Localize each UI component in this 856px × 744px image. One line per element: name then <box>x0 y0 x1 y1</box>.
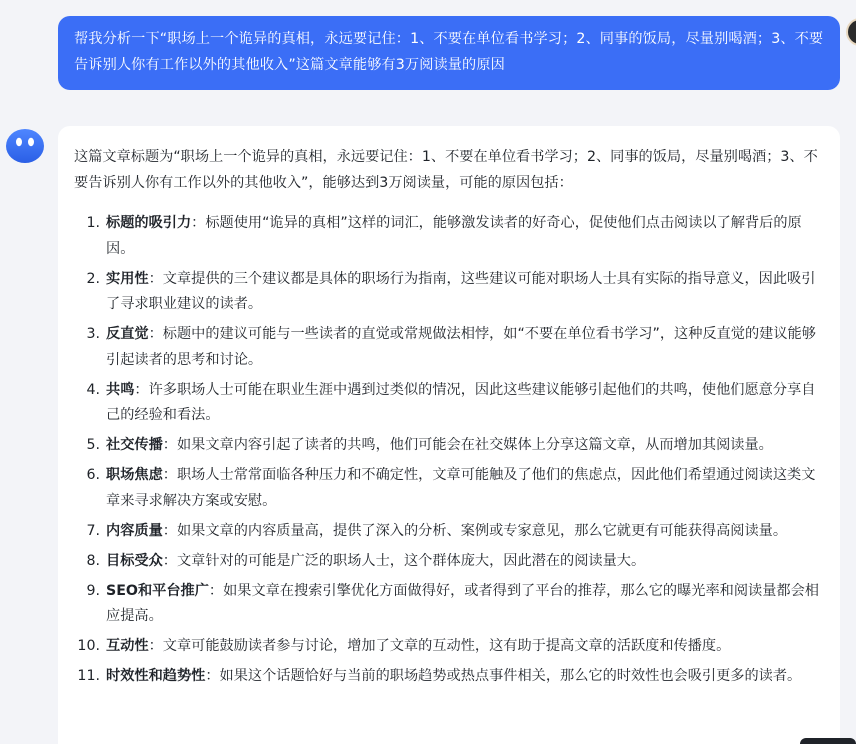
list-item <box>74 519 824 545</box>
item-title: SEO和平台推广 <box>106 582 209 599</box>
item-number: 2. <box>86 270 100 287</box>
item-title: 目标受众 <box>106 552 163 569</box>
item-number: 8. <box>86 552 100 569</box>
item-number: 6. <box>86 467 100 483</box>
analysis-points-list <box>74 211 824 690</box>
item-number: 10. <box>77 638 100 654</box>
user-message-text: 帮我分析一下“职场上一个诡异的真相，永远要记住：1、不要在单位看书学习；2、同事的饭局，尽量别喝酒；3、不要告诉别人你有工作以外的其他收入”这篇文章能够有3万阅读量的原因 <box>74 31 824 73</box>
item-title: 内容质量 <box>106 522 163 539</box>
item-text: ：文章可能鼓励读者参与讨论，增加了文章的互动性，这有助于提高文章的活跃度和传播度。 <box>148 638 731 654</box>
list-item <box>74 549 824 575</box>
list-item <box>74 664 824 690</box>
item-text: ：文章提供的三个建议都是具体的职场行为指南，这些建议可能对职场人士具有实际的指导意义，因此吸引了寻求职业建议的读者。 <box>106 270 816 312</box>
item-number: 9. <box>86 582 100 599</box>
item-text: ：如果文章内容引起了读者的共鸣，他们可能会在社交媒体上分享这篇文章，从而增加其阅读量。 <box>162 437 773 453</box>
scroll-to-bottom-button[interactable] <box>800 738 856 744</box>
item-text: ：如果这个话题恰好与当前的职场趋势或热点事件相关，那么它的时效性也会吸引更多的读者。 <box>205 668 802 684</box>
list-item <box>74 579 824 630</box>
user-avatar-icon[interactable] <box>846 18 856 46</box>
item-text: ：文章针对的可能是广泛的职场人士，这个群体庞大，因此潜在的阅读量大。 <box>162 552 646 569</box>
item-title: 时效性和趋势性 <box>106 668 206 684</box>
item-number: 3. <box>86 326 100 342</box>
item-text: ：职场人士常常面临各种压力和不确定性，文章可能触及了他们的焦虑点，因此他们希望通过阅读这类文章来寻求解决方案或安慰。 <box>106 467 816 509</box>
item-title: 共鸣 <box>106 381 135 398</box>
item-text: ：许多职场人士可能在职业生涯中遇到过类似的情况，因此这些建议能够引起他们的共鸣，使他们愿意分享自己的经验和看法。 <box>106 381 816 423</box>
item-number: 1. <box>86 215 100 231</box>
item-title: 职场焦虑 <box>106 467 163 483</box>
bot-face-icon <box>4 126 46 166</box>
item-title: 互动性 <box>106 638 149 654</box>
user-message-bubble <box>58 16 840 90</box>
item-title: 实用性 <box>106 270 149 287</box>
list-item <box>74 463 824 514</box>
item-title: 反直觉 <box>106 326 149 342</box>
list-item <box>74 634 824 660</box>
item-title: 标题的吸引力 <box>106 215 192 231</box>
assistant-intro-text: 这篇文章标题为“职场上一个诡异的真相，永远要记住：1、不要在单位看书学习；2、同事的饭局，尽量别喝酒；3、不要告诉别人你有工作以外的其他收入”，能够达到3万阅读量，可能的原因包括： <box>74 149 818 191</box>
list-item <box>74 211 824 262</box>
item-number: 4. <box>86 381 100 398</box>
list-item <box>74 322 824 373</box>
item-text: ：如果文章的内容质量高，提供了深入的分析、案例或专家意见，那么它就更有可能获得高阅读量。 <box>162 522 788 539</box>
item-text: ：标题中的建议可能与一些读者的直觉或常规做法相悖，如“不要在单位看书学习”，这种反直觉的建议能够引起读者的思考和讨论。 <box>106 326 816 368</box>
item-number: 7. <box>86 522 100 539</box>
item-text: ：如果文章在搜索引擎优化方面做得好，或者得到了平台的推荐，那么它的曝光率和阅读量都会相应提高。 <box>106 582 819 624</box>
item-number: 5. <box>86 437 100 453</box>
item-title: 社交传播 <box>106 437 163 453</box>
item-number: 11. <box>77 668 100 684</box>
list-item <box>74 433 824 459</box>
list-item <box>74 267 824 318</box>
list-item <box>74 378 824 429</box>
assistant-message-bubble <box>58 126 840 744</box>
item-text: ：标题使用“诡异的真相”这样的词汇，能够激发读者的好奇心，促使他们点击阅读以了解背后的原因。 <box>106 215 802 257</box>
